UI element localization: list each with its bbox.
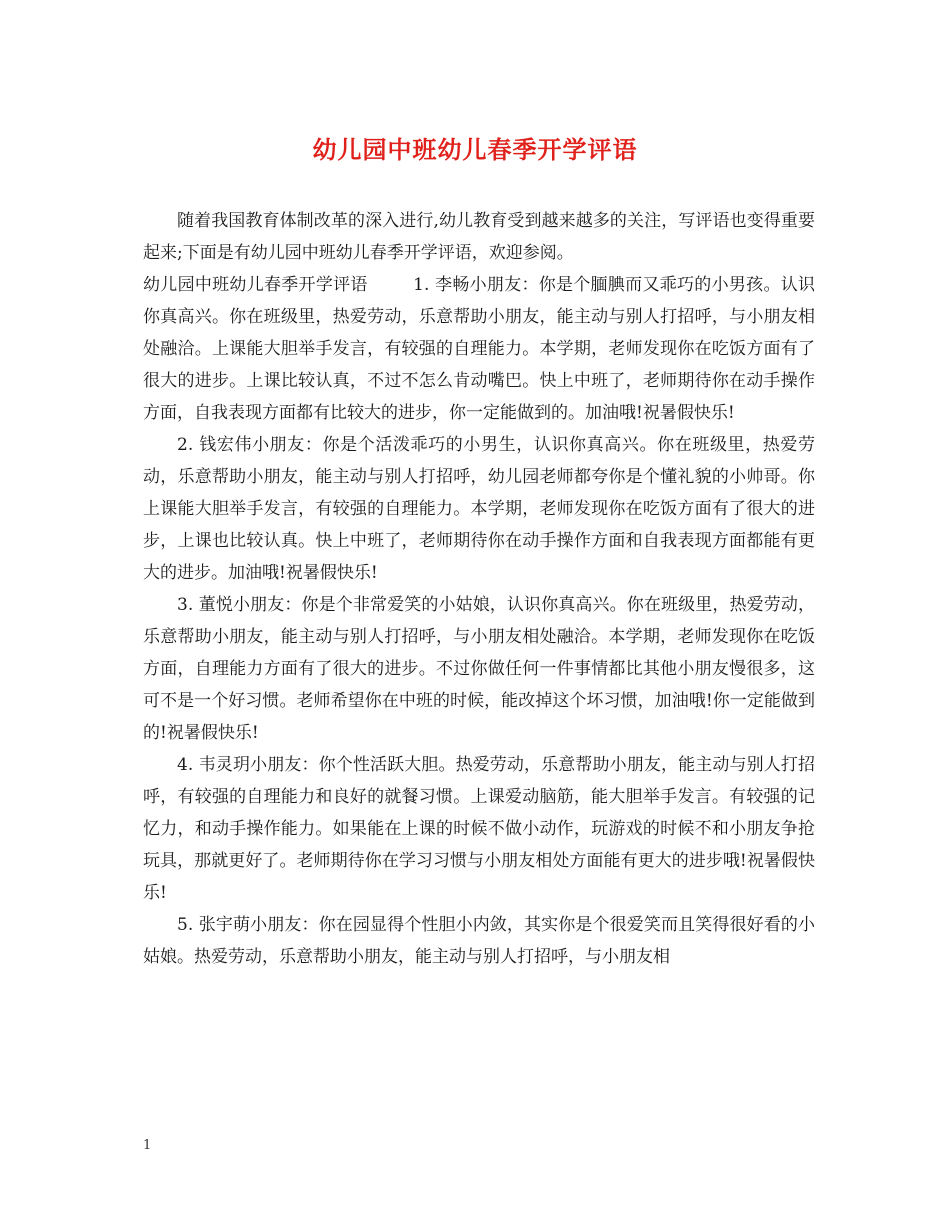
document-title: 幼儿园中班幼儿春季开学评语 xyxy=(312,135,638,164)
intro-paragraph: 随着我国教育体制改革的深入进行,幼儿教育受到越来越多的关注，写评语也变得重要起来;下面是有幼儿园中班幼儿春季开学评语，欢迎参阅。 xyxy=(143,211,815,263)
comment-item-2: 2. 钱宏伟小朋友：你是个活泼乖巧的小男生，认识你真高兴。你在班级里，热爱劳动，乐意帮助小朋友，能主动与别人打招呼，幼儿园老师都夸你是个懂礼貌的小帅哥。你上课能大胆举手发言，有较强的自理能力。本学期，老师发现你在吃饭方面有了很大的进步，上课也比较认真。快上中班了，老师期待你在动手操作方面和自我表现方面都能有更大的进步。加油哦!祝暑假快乐! xyxy=(143,435,815,583)
subheading-paragraph xyxy=(143,269,815,429)
comment-item-3: 3. 董悦小朋友：你是个非常爱笑的小姑娘，认识你真高兴。你在班级里，热爱劳动，乐意帮助小朋友，能主动与别人打招呼，与小朋友相处融洽。本学期，老师发现你在吃饭方面，自理能力方面有了很大的进步。不过你做任何一件事情都比其他小朋友慢很多，这可不是一个好习惯。老师希望你在中班的时候，能改掉这个坏习惯，加油哦!你一定能做到的!祝暑假快乐! xyxy=(143,595,815,743)
document-body xyxy=(143,205,815,973)
subheading: 幼儿园中班幼儿春季开学评语 xyxy=(143,275,368,295)
comment-item-5: 5. 张宇萌小朋友：你在园显得个性胆小内敛，其实你是个很爱笑而且笑得很好看的小姑娘。热爱劳动，乐意帮助小朋友，能主动与别人打招呼，与小朋友相 xyxy=(143,915,815,967)
subheading-spacer xyxy=(368,275,414,295)
page-number: 1 xyxy=(143,1138,152,1153)
comment-item-4: 4. 韦灵玥小朋友：你个性活跃大胆。热爱劳动，乐意帮助小朋友，能主动与别人打招呼，有较强的自理能力和良好的就餐习惯。上课爱动脑筋，能大胆举手发言。有较强的记忆力，和动手操作能力。如果能在上课的时候不做小动作，玩游戏的时候不和小朋友争抢玩具，那就更好了。老师期待你在学习习惯与小朋友相处方面能有更大的进步哦!祝暑假快乐! xyxy=(143,755,815,903)
comment-item-1: 1. 李畅小朋友：你是个腼腆而又乖巧的小男孩。认识你真高兴。你在班级里，热爱劳动，乐意帮助小朋友，能主动与别人打招呼，与小朋友相处融洽。上课能大胆举手发言，有较强的自理能力。本学期，老师发现你在吃饭方面有了很大的进步。上课比较认真，不过不怎么肯动嘴巴。快上中班了，老师期待你在动手操作方面，自我表现方面都有比较大的进步，你一定能做到的。加油哦!祝暑假快乐! xyxy=(143,275,816,423)
